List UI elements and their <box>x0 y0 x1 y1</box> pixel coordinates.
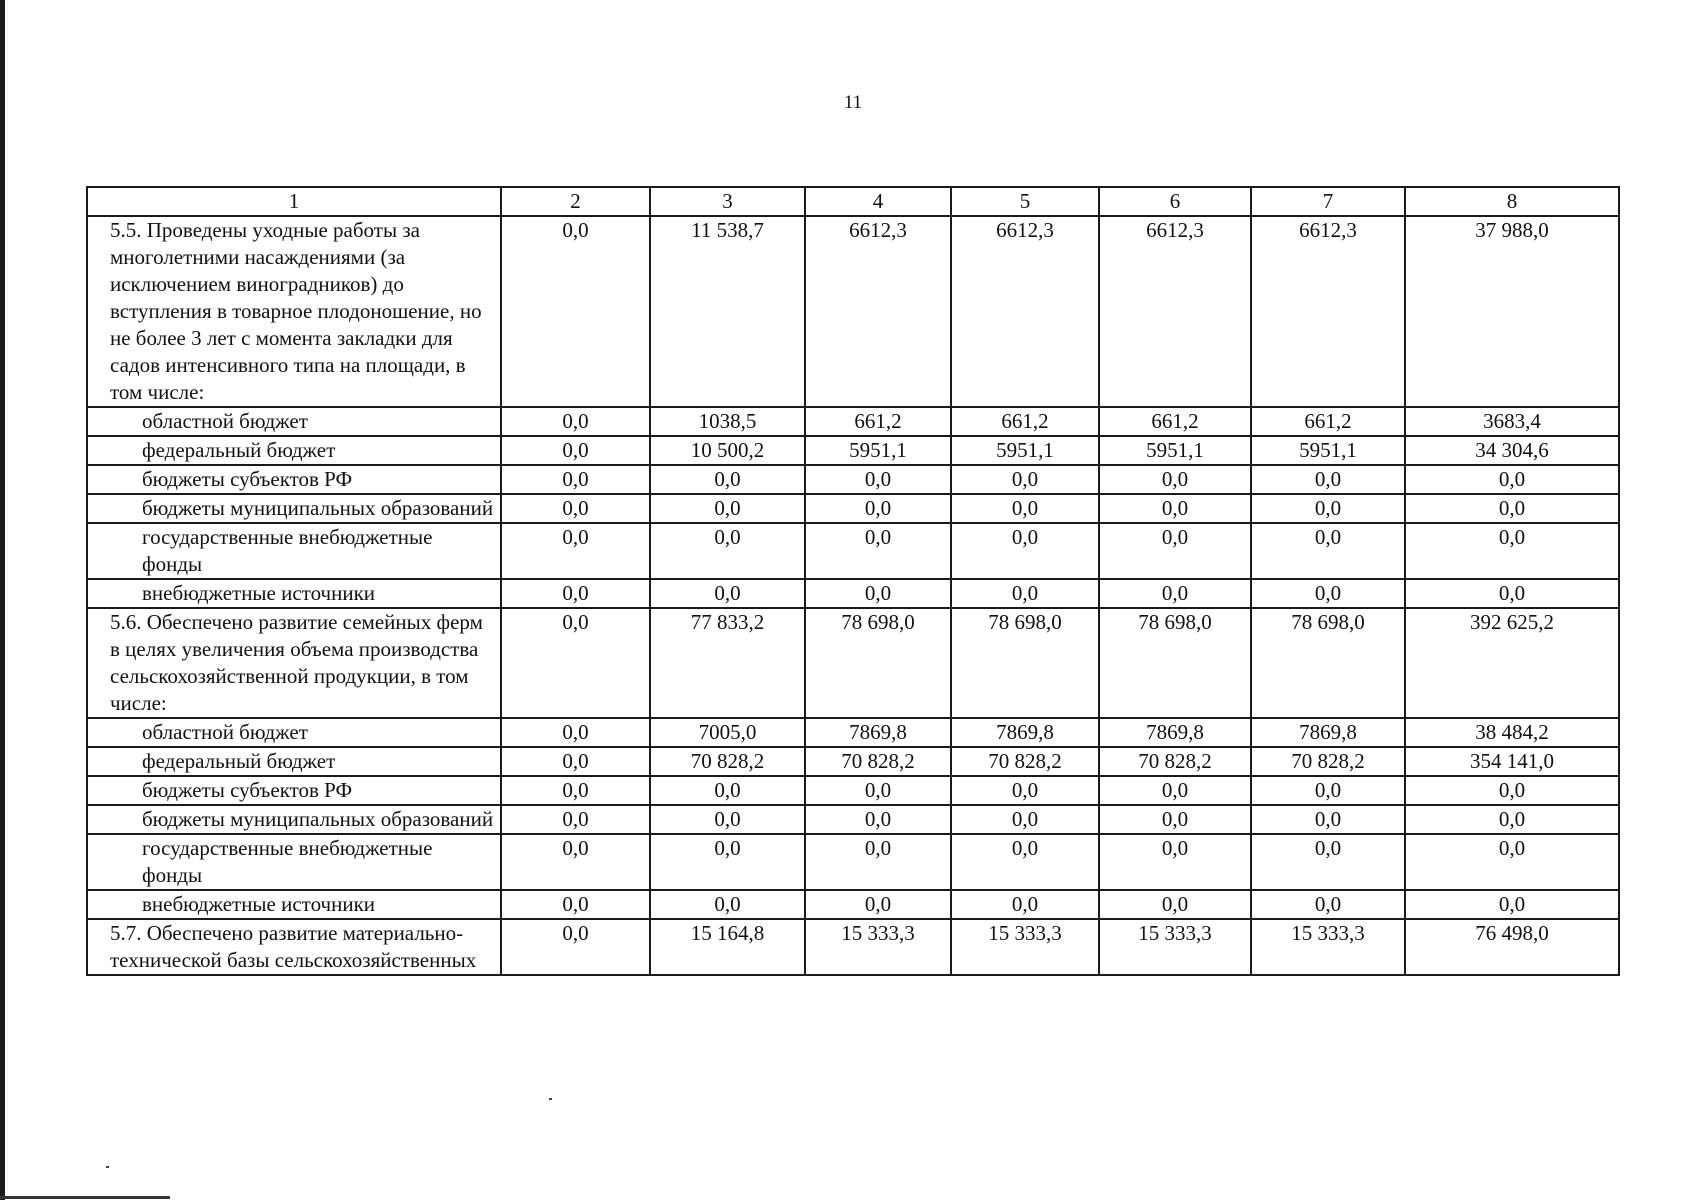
value-cell: 0,0 <box>650 579 805 608</box>
value-cell: 392 625,2 <box>1405 608 1619 718</box>
value-cell: 0,0 <box>805 890 951 919</box>
value-cell: 15 164,8 <box>650 919 805 975</box>
funding-source-label: бюджеты субъектов РФ <box>87 465 501 494</box>
scan-speck <box>549 1098 552 1100</box>
value-cell: 7869,8 <box>805 718 951 747</box>
value-cell: 0,0 <box>650 776 805 805</box>
value-cell: 0,0 <box>951 465 1099 494</box>
value-cell: 15 333,3 <box>951 919 1099 975</box>
value-cell: 7005,0 <box>650 718 805 747</box>
value-cell: 7869,8 <box>1251 718 1405 747</box>
value-cell: 5951,1 <box>1099 436 1251 465</box>
value-cell: 354 141,0 <box>1405 747 1619 776</box>
table-row-source <box>87 747 1619 776</box>
value-cell: 661,2 <box>951 407 1099 436</box>
table-row-source <box>87 523 1619 579</box>
column-header: 8 <box>1405 187 1619 216</box>
table-row-section <box>87 919 1619 975</box>
table-row-section <box>87 608 1619 718</box>
value-cell: 0,0 <box>805 579 951 608</box>
value-cell: 5951,1 <box>1251 436 1405 465</box>
value-cell: 0,0 <box>951 834 1099 890</box>
value-cell: 0,0 <box>1099 834 1251 890</box>
funding-source-label: государственные внебюджетные фонды <box>87 523 501 579</box>
value-cell: 0,0 <box>1099 890 1251 919</box>
funding-source-label: бюджеты муниципальных образований <box>87 805 501 834</box>
value-cell: 0,0 <box>951 776 1099 805</box>
value-cell: 0,0 <box>805 494 951 523</box>
value-cell: 6612,3 <box>805 216 951 407</box>
value-cell: 7869,8 <box>1099 718 1251 747</box>
value-cell: 37 988,0 <box>1405 216 1619 407</box>
value-cell: 0,0 <box>501 919 650 975</box>
value-cell: 0,0 <box>1405 890 1619 919</box>
table-row-source <box>87 718 1619 747</box>
page-number: 11 <box>843 92 863 113</box>
value-cell: 78 698,0 <box>805 608 951 718</box>
value-cell: 0,0 <box>650 805 805 834</box>
table-row-source <box>87 436 1619 465</box>
funding-source-label: государственные внебюджетные фонды <box>87 834 501 890</box>
value-cell: 70 828,2 <box>650 747 805 776</box>
value-cell: 0,0 <box>1099 465 1251 494</box>
value-cell: 0,0 <box>501 805 650 834</box>
value-cell: 0,0 <box>1099 776 1251 805</box>
funding-source-label: областной бюджет <box>87 718 501 747</box>
value-cell: 78 698,0 <box>951 608 1099 718</box>
column-header: 5 <box>951 187 1099 216</box>
value-cell: 0,0 <box>805 834 951 890</box>
value-cell: 0,0 <box>1405 494 1619 523</box>
value-cell: 70 828,2 <box>1251 747 1405 776</box>
value-cell: 0,0 <box>1099 523 1251 579</box>
value-cell: 0,0 <box>805 465 951 494</box>
value-cell: 0,0 <box>501 834 650 890</box>
column-header: 3 <box>650 187 805 216</box>
value-cell: 0,0 <box>501 579 650 608</box>
value-cell: 0,0 <box>805 805 951 834</box>
value-cell: 0,0 <box>650 890 805 919</box>
value-cell: 78 698,0 <box>1099 608 1251 718</box>
value-cell: 0,0 <box>1251 579 1405 608</box>
table-row-source <box>87 494 1619 523</box>
value-cell: 77 833,2 <box>650 608 805 718</box>
value-cell: 0,0 <box>1251 523 1405 579</box>
value-cell: 0,0 <box>951 805 1099 834</box>
value-cell: 6612,3 <box>951 216 1099 407</box>
value-cell: 0,0 <box>650 494 805 523</box>
value-cell: 70 828,2 <box>805 747 951 776</box>
value-cell: 0,0 <box>1099 494 1251 523</box>
value-cell: 0,0 <box>1251 890 1405 919</box>
value-cell: 0,0 <box>501 216 650 407</box>
value-cell: 0,0 <box>501 523 650 579</box>
value-cell: 0,0 <box>1251 805 1405 834</box>
value-cell: 0,0 <box>1405 776 1619 805</box>
value-cell: 0,0 <box>951 523 1099 579</box>
budget-table <box>86 186 1620 976</box>
value-cell: 1038,5 <box>650 407 805 436</box>
value-cell: 0,0 <box>501 436 650 465</box>
value-cell: 0,0 <box>951 494 1099 523</box>
scan-edge-left <box>0 0 5 1200</box>
value-cell: 0,0 <box>951 890 1099 919</box>
value-cell: 38 484,2 <box>1405 718 1619 747</box>
funding-source-label: внебюджетные источники <box>87 579 501 608</box>
funding-source-label: областной бюджет <box>87 407 501 436</box>
table-header-row <box>87 187 1619 216</box>
value-cell: 0,0 <box>650 523 805 579</box>
funding-source-label: бюджеты субъектов РФ <box>87 776 501 805</box>
value-cell: 0,0 <box>1099 579 1251 608</box>
value-cell: 0,0 <box>1251 834 1405 890</box>
table-row-source <box>87 407 1619 436</box>
value-cell: 0,0 <box>805 776 951 805</box>
scan-edge-bottom <box>0 1196 170 1199</box>
column-header: 7 <box>1251 187 1405 216</box>
value-cell: 10 500,2 <box>650 436 805 465</box>
value-cell: 15 333,3 <box>1099 919 1251 975</box>
value-cell: 0,0 <box>951 579 1099 608</box>
value-cell: 0,0 <box>650 834 805 890</box>
section-label: 5.5. Проведены уходные работы за многолетними насаждениями (за исключением виноградников) до вступления в товарное плодоношение, но не более 3 лет с момента закладки для садов интенсивного типа на площади, в том числе: <box>87 216 501 407</box>
value-cell: 0,0 <box>1405 579 1619 608</box>
value-cell: 15 333,3 <box>1251 919 1405 975</box>
value-cell: 0,0 <box>1405 834 1619 890</box>
value-cell: 0,0 <box>650 465 805 494</box>
value-cell: 76 498,0 <box>1405 919 1619 975</box>
column-header: 6 <box>1099 187 1251 216</box>
value-cell: 0,0 <box>1251 465 1405 494</box>
value-cell: 0,0 <box>1251 494 1405 523</box>
value-cell: 0,0 <box>1099 805 1251 834</box>
value-cell: 0,0 <box>501 776 650 805</box>
value-cell: 78 698,0 <box>1251 608 1405 718</box>
value-cell: 661,2 <box>1099 407 1251 436</box>
value-cell: 70 828,2 <box>1099 747 1251 776</box>
table-row-source <box>87 805 1619 834</box>
table-row-source <box>87 579 1619 608</box>
value-cell: 5951,1 <box>805 436 951 465</box>
section-label: 5.7. Обеспечено развитие материально-технической базы сельскохозяйственных <box>87 919 501 975</box>
value-cell: 15 333,3 <box>805 919 951 975</box>
value-cell: 0,0 <box>1405 465 1619 494</box>
value-cell: 0,0 <box>1251 776 1405 805</box>
value-cell: 6612,3 <box>1099 216 1251 407</box>
value-cell: 0,0 <box>501 494 650 523</box>
value-cell: 661,2 <box>1251 407 1405 436</box>
funding-source-label: внебюджетные источники <box>87 890 501 919</box>
table-row-source <box>87 890 1619 919</box>
value-cell: 11 538,7 <box>650 216 805 407</box>
value-cell: 0,0 <box>1405 523 1619 579</box>
funding-source-label: бюджеты муниципальных образований <box>87 494 501 523</box>
value-cell: 7869,8 <box>951 718 1099 747</box>
value-cell: 70 828,2 <box>951 747 1099 776</box>
value-cell: 0,0 <box>501 407 650 436</box>
table-row-section <box>87 216 1619 407</box>
column-header: 1 <box>87 187 501 216</box>
value-cell: 0,0 <box>501 890 650 919</box>
value-cell: 0,0 <box>501 747 650 776</box>
table-row-source <box>87 776 1619 805</box>
value-cell: 0,0 <box>501 718 650 747</box>
column-header: 2 <box>501 187 650 216</box>
scan-speck <box>106 1166 109 1168</box>
table-row-source <box>87 465 1619 494</box>
table-row-source <box>87 834 1619 890</box>
funding-source-label: федеральный бюджет <box>87 436 501 465</box>
value-cell: 661,2 <box>805 407 951 436</box>
value-cell: 0,0 <box>805 523 951 579</box>
value-cell: 0,0 <box>1405 805 1619 834</box>
value-cell: 34 304,6 <box>1405 436 1619 465</box>
value-cell: 0,0 <box>501 465 650 494</box>
section-label: 5.6. Обеспечено развитие семейных ферм в целях увеличения объема производства сельскохозяйственной продукции, в том числе: <box>87 608 501 718</box>
value-cell: 6612,3 <box>1251 216 1405 407</box>
column-header: 4 <box>805 187 951 216</box>
value-cell: 3683,4 <box>1405 407 1619 436</box>
funding-source-label: федеральный бюджет <box>87 747 501 776</box>
value-cell: 0,0 <box>501 608 650 718</box>
value-cell: 5951,1 <box>951 436 1099 465</box>
